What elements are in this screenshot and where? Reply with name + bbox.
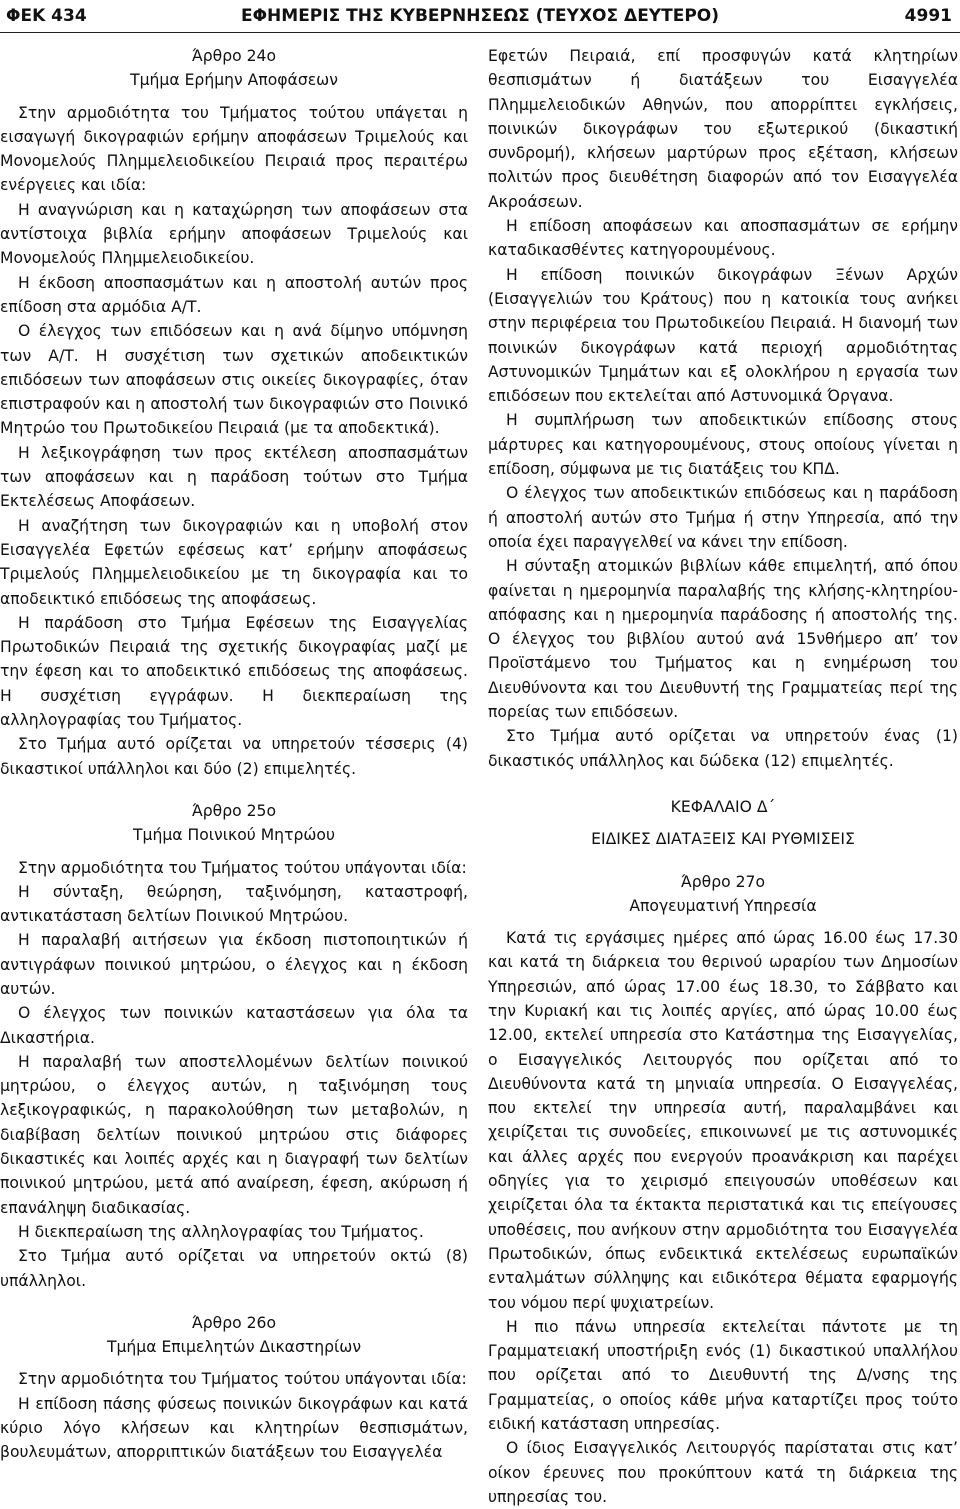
chapter-title: ΕΙΔΙΚΕΣ ΔΙΑΤΑΞΕΙΣ ΚΑΙ ΡΥΘΜΙΣΕΙΣ bbox=[591, 830, 855, 849]
paragraph: Η συμπλήρωση των αποδεικτικών επίδοσης στους μάρτυρες και κατηγορουμένους, στους οποίους γίνεται η επίδοση, σύμφωνα με τις διατάξεις του ΚΠΔ. bbox=[488, 411, 958, 479]
paragraph: Στο Τμήμα αυτό ορίζεται να υπηρετούν τέσσερις (4) δικαστικοί υπάλληλοι και δύο (2) επιμελητές. bbox=[0, 735, 468, 778]
gazette-title: ΕΦΗΜΕΡΙΣ ΤΗΣ ΚΥΒΕΡΝΗΣΕΩΣ (ΤΕΥΧΟΣ ΔΕΥΤΕΡΟ) bbox=[240, 6, 720, 26]
article-heading: Άρθρο 27ο bbox=[680, 872, 765, 891]
right-column bbox=[488, 44, 958, 1509]
page-number: 4991 bbox=[904, 6, 952, 26]
paragraph: Η πιο πάνω υπηρεσία εκτελείται πάντοτε με τη Γραμματειακή υποστήριξη ενός (1) δικαστικού υπαλλήλου που ορίζεται από το Διευθυντή της Δ/νσης της Γραμματείας, ο οποίος κάθε μήνα καταρτίζει προς τούτο ειδική κατάσταση υπηρεσίας. bbox=[488, 1317, 958, 1434]
page-header bbox=[0, 0, 960, 34]
gazette-issue: ΦΕΚ 434 bbox=[6, 6, 87, 26]
paragraph: Στην αρμοδιότητα του Τμήματος τούτου υπάγεται η εισαγωγή δικογραφιών ερήμην αποφάσεων Τριμελούς και Μονομελούς Πλημμελειοδικείου Πειραιά προς περαιτέρω ενέργειες και ιδία: bbox=[0, 103, 468, 195]
paragraph: Ο ίδιος Εισαγγελικός Λειτουργός παρίσταται στις κατ’ οίκον έρευνες που προκύπτουν κατά τη διάρκεια της υπηρεσίας του. bbox=[488, 1439, 958, 1506]
paragraph: Η επίδοση ποινικών δικογράφων Ξένων Αρχών (Εισαγγελιών του Κράτους) που η κατοικία τους ανήκει στην περιφέρεια του Πρωτοδικείου Πειραιά. Η διανομή των ποινικών δικογράφων κατά περιοχή αρμοδιότητας Αστυνομικών Τμημάτων και εξ ολοκλήρου η εργασία των επιδόσεων που εκτελείται από Αστυνομικά Όργανα. bbox=[488, 265, 958, 406]
paragraph: Η παραλαβή των αποστελλομένων δελτίων ποινικού μητρώου, ο έλεγχος αυτών, η ταξινόμηση τους λεξικογραφικώς, η παρακολούθηση των μεταβολών, η διαβίβαση δελτίων ποινικού μητρώου στις διάφορες δικαστικές και λοιπές αρχές και η διαγραφή των δελτίων ποινικού μητρώου, μετά από αναίρεση, έφεση, ακύρωση ή επανάληψη διαδικασίας. bbox=[0, 1052, 468, 1217]
paragraph: Κατά τις εργάσιμες ημέρες από ώρας 16.00 έως 17.30 και κατά τη διάρκεια του θερινού ωραρίου των Δημοσίων Υπηρεσιών, από ώρας 17.00 έως 18.30, το Σάββατο και την Κυριακή και τις λοιπές αργίες, από ώρας 10.00 έως 12.00, εκτελεί υπηρεσία στο Κατάστημα της Εισαγγελίας, ο Εισαγγελικός Λειτουργός που ορίζεται από το Διευθύνοντα κατά τη μηνιαία υπηρεσία. Ο Εισαγγελέας, που εκτελεί την υπηρεσία αυτή, παραλαμβάνει και χειρίζεται τις συνοδείες, επικοινωνεί με τις αστυνομικές και άλλες αρχές που ενεργούν προανάκριση και παρέχει οδηγίες για το χειρισμό επειγουσών υποθέσεων και χειρίζεται όλα τα έκτακτα περιστατικά και τις επείγουσες υποθέσεις, που ανήκουν στην αρμοδιότητα του Εισαγγελέα Πρωτοδικών, όπως ενδεικτικά εκτελέσεως ευρωπαϊκών ενταλμάτων σύλληψης και ειδικότερα θέματα εφαρμογής του νόμου περί ψυχιατρείων. bbox=[488, 929, 958, 1312]
paragraph: Στο Τμήμα αυτό ορίζεται να υπηρετούν ένας (1) δικαστικός υπάλληλος και δώδεκα (12) επιμελητές. bbox=[488, 727, 958, 770]
paragraph: Η λεξικογράφηση των προς εκτέλεση αποσπασμάτων των αποφάσεων και η παράδοση τούτων στο Τμήμα Εκτελέσεως Αποφάσεων. bbox=[0, 443, 468, 511]
paragraph: Στο Τμήμα αυτό ορίζεται να υπηρετούν οκτώ (8) υπάλληλοι. bbox=[0, 1247, 468, 1290]
paragraph: Η αναγνώριση και η καταχώρηση των αποφάσεων στα αντίστοιχα βιβλία ερήμην αποφάσεων Τριμελούς και Μονομελούς Πλημμελειοδικείου. bbox=[0, 200, 468, 268]
paragraph: Η επίδοση πάσης φύσεως ποινικών δικογράφων και κατά κύριο λόγο κλήσεων και κλητηρίων θεσπισμάτων, βουλευμάτων, απορριπτικών διατάξεων του Εισαγγελέα bbox=[0, 1394, 468, 1462]
left-column bbox=[0, 44, 468, 1465]
header-rule bbox=[0, 32, 960, 33]
paragraph: Η αναζήτηση των δικογραφιών και η υποβολή στον Εισαγγελέα Εφετών εφέσεως κατ’ ερήμην αποφάσεως Τριμελούς Πλημμελειοδικείου με τη δικογραφία και το αποδεικτικό επιδόσεως της αποφάσεως. bbox=[0, 516, 468, 608]
article-title: Τμήμα Ποινικού Μητρώου bbox=[133, 826, 335, 845]
article-title: Τμήμα Ερήμην Αποφάσεων bbox=[130, 71, 338, 90]
chapter-heading: ΚΕΦΑΛΑΙΟ Δ΄ bbox=[670, 797, 776, 816]
article-title: Τμήμα Επιμελητών Δικαστηρίων bbox=[106, 1338, 362, 1357]
article-heading: Άρθρο 26ο bbox=[191, 1313, 276, 1332]
paragraph: Η επίδοση αποφάσεων και αποσπασμάτων σε ερήμην καταδικασθέντες κατηγορουμένους. bbox=[488, 217, 958, 260]
paragraph: Ο έλεγχος των αποδεικτικών επιδόσεως και η παράδοση ή αποστολή αυτών στο Τμήμα ή στην Υπηρεσία, από την οποία έχει παραγγελθεί να κάνει την επίδοση. bbox=[488, 484, 958, 551]
paragraph: Η παράδοση στο Τμήμα Εφέσεων της Εισαγγελίας Πρωτοδικών Πειραιά της σχετικής δικογραφίας μαζί με την έφεση και το αποδεικτικό επιδόσεως της αποφάσεως. Η συσχέτιση εγγράφων. Η διεκπεραίωση της αλληλογραφίας του Τμήματος. bbox=[0, 613, 468, 730]
paragraph: Ο έλεγχος των επιδόσεων και η ανά δίμηνο υπόμνηση των Α/Τ. Η συσχέτιση των σχετικών αποδεικτικών επιδόσεων των αποφάσεων στις οικείες δικογραφίες, όταν επιστραφούν και η αποστολή των δικογραφιών στο Ποινικό Μητρώο του Πρωτοδικείου Πειραιά (με τα αποδεκτικά). bbox=[0, 322, 468, 438]
article-heading: Άρθρο 24ο bbox=[191, 47, 276, 65]
paragraph: Η διεκπεραίωση της αλληλογραφίας του Τμήματος. bbox=[18, 1222, 424, 1241]
article-heading: Άρθρο 25ο bbox=[191, 801, 276, 820]
article-title: Απογευματινή Υπηρεσία bbox=[629, 896, 817, 915]
paragraph: Ο έλεγχος των ποινικών καταστάσεων για όλα τα Δικαστήρια. bbox=[0, 1004, 468, 1047]
paragraph: Η σύνταξη ατομικών βιβλίων κάθε επιμελητή, από όπου φαίνεται η ημερομηνία παραλαβής της κλήσης-κλητηρίου-απόφασης και η ημερομηνία παράδοσης ή αποστολής της. Ο έλεγχος του βιβλίου αυτού ανά 15νθήμερο απ’ τον Προϊστάμενο του Τμήματος και η ενημέρωση του Διευθύνοντα και του Διευθυντή της Γραμματείας περί της πορείας των επιδόσεων. bbox=[488, 557, 958, 722]
paragraph: Η παραλαβή αιτήσεων για έκδοση πιστοποιητικών ή αντιγράφων ποινικού μητρώου, ο έλεγχος και η έκδοση αυτών. bbox=[0, 931, 468, 998]
paragraph: Στην αρμοδιότητα του Τμήματος τούτου υπάγονται ιδία: bbox=[18, 858, 467, 877]
paragraph: Η έκδοση αποσπασμάτων και η αποστολή αυτών προς επίδοση στα αρμόδια Α/Τ. bbox=[0, 273, 468, 316]
paragraph: Εφετών Πειραιά, επί προσφυγών κατά κλητηρίων θεσπισμάτων ή διατάξεων του Εισαγγελέα Πλημμελειοδικών Αθηνών, που απορρίπτει εγκλήσεις, ποινικών δικογράφων του εξωτερικού (δικαστική συνδρομή), κλήσεων μαρτύρων προς εξέταση, κλήσεων πολιτών προς διευθέτηση διαφορών από τον Εισαγγελέα Ακροάσεων. bbox=[488, 47, 958, 211]
paragraph: Στην αρμοδιότητα του Τμήματος τούτου υπάγονται ιδία: bbox=[18, 1370, 467, 1389]
paragraph: Η σύνταξη, θεώρηση, ταξινόμηση, καταστροφή, αντικατάσταση δελτίων Ποινικού Μητρώου. bbox=[0, 882, 468, 926]
